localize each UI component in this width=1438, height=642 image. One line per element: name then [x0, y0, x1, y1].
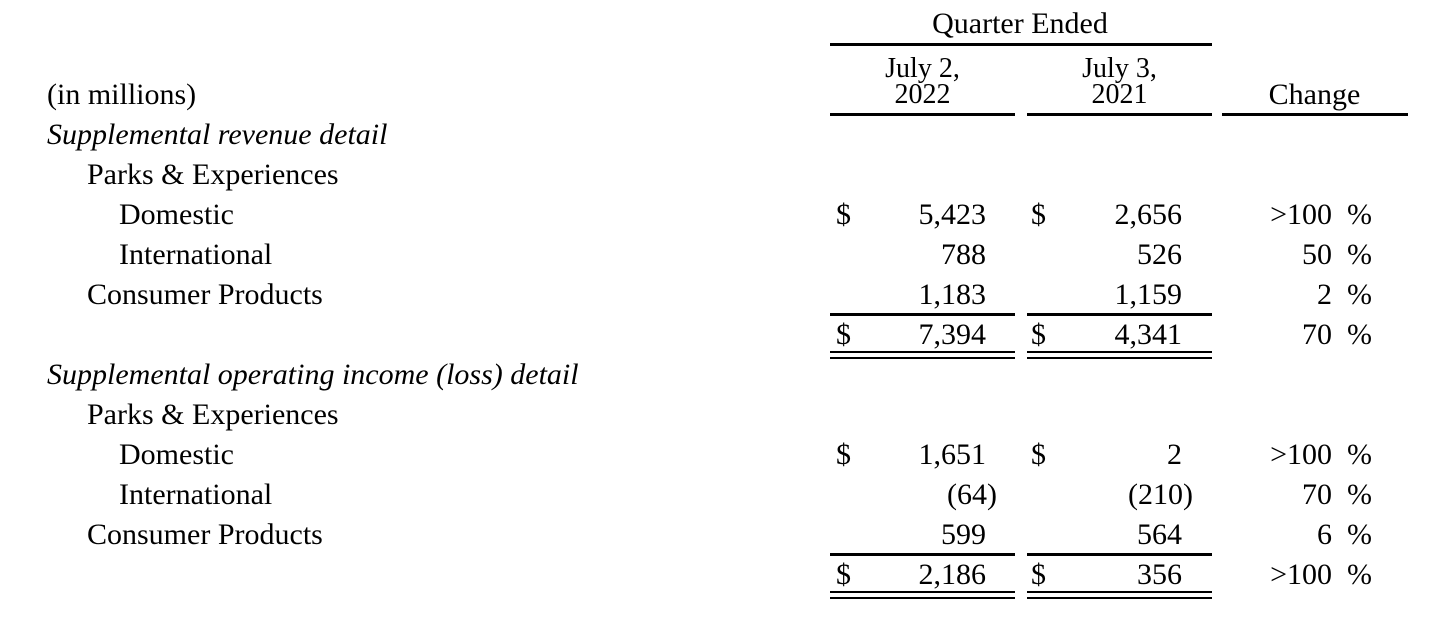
value-2021: 1,159 [1114, 278, 1182, 311]
currency-symbol: $ [1031, 318, 1046, 351]
total-double-rule [1027, 351, 1212, 359]
change-value: >100 [1270, 438, 1332, 471]
currency-symbol: $ [1031, 198, 1046, 231]
revenue-row-label: International [119, 238, 273, 271]
subtotal-rule [1027, 313, 1212, 316]
units-label: (in millions) [47, 78, 197, 111]
operating-group-label: Parks & Experiences [87, 398, 339, 431]
currency-symbol: $ [836, 438, 851, 471]
value-2021: 2,656 [1114, 198, 1182, 231]
operating-row-label: Domestic [119, 438, 234, 471]
percent-sign: % [1347, 198, 1372, 231]
total-double-rule [1027, 591, 1212, 599]
percent-sign: % [1347, 558, 1372, 591]
revenue-total-2022: 7,394 [918, 318, 986, 351]
quarter-ended-header: Quarter Ended [932, 7, 1108, 40]
col1-header-line1: July 2, [885, 53, 960, 84]
percent-sign: % [1347, 278, 1372, 311]
subtotal-rule [830, 553, 1015, 556]
operating-total-change: >100 [1270, 558, 1332, 591]
percent-sign: % [1347, 478, 1372, 511]
col1-header-rule [830, 113, 1015, 116]
change-header-rule [1222, 113, 1408, 116]
currency-symbol: $ [836, 198, 851, 231]
total-double-rule [830, 591, 1015, 599]
value-2022: 1,183 [918, 278, 986, 311]
revenue-total-2021: 4,341 [1114, 318, 1182, 351]
col2-header-line1: July 3, [1082, 53, 1157, 84]
operating-total-2021: 356 [1137, 558, 1182, 591]
operating-row-label: Consumer Products [87, 518, 323, 551]
operating-row-label: International [119, 478, 273, 511]
percent-sign: % [1347, 318, 1372, 351]
value-2022: (64) [947, 478, 997, 511]
value-2022: 788 [941, 238, 986, 271]
value-2022: 1,651 [918, 438, 986, 471]
percent-sign: % [1347, 518, 1372, 551]
value-2021: 526 [1137, 238, 1182, 271]
revenue-total-change: 70 [1302, 318, 1332, 351]
operating-total-2022: 2,186 [918, 558, 986, 591]
change-value: 70 [1302, 478, 1332, 511]
currency-symbol: $ [836, 318, 851, 351]
change-value: >100 [1270, 198, 1332, 231]
revenue-section-title: Supplemental revenue detail [47, 118, 388, 151]
currency-symbol: $ [1031, 438, 1046, 471]
change-value: 6 [1317, 518, 1332, 551]
value-2022: 5,423 [918, 198, 986, 231]
revenue-group-label: Parks & Experiences [87, 158, 339, 191]
revenue-row-label: Consumer Products [87, 278, 323, 311]
col1-header-line2: 2022 [894, 79, 951, 110]
total-double-rule [830, 351, 1015, 359]
subtotal-rule [1027, 553, 1212, 556]
percent-sign: % [1347, 438, 1372, 471]
value-2021: (210) [1128, 478, 1193, 511]
currency-symbol: $ [1031, 558, 1046, 591]
percent-sign: % [1347, 238, 1372, 271]
change-header: Change [1268, 78, 1361, 111]
revenue-row-label: Domestic [119, 198, 234, 231]
currency-symbol: $ [836, 558, 851, 591]
subtotal-rule [830, 313, 1015, 316]
header-top-rule [830, 43, 1212, 46]
col2-header-line2: 2021 [1091, 79, 1148, 110]
operating-section-title: Supplemental operating income (loss) detail [47, 358, 579, 391]
value-2022: 599 [941, 518, 986, 551]
col2-header-rule [1027, 113, 1212, 116]
change-value: 50 [1302, 238, 1332, 271]
value-2021: 2 [1167, 438, 1182, 471]
change-value: 2 [1317, 278, 1332, 311]
value-2021: 564 [1137, 518, 1182, 551]
